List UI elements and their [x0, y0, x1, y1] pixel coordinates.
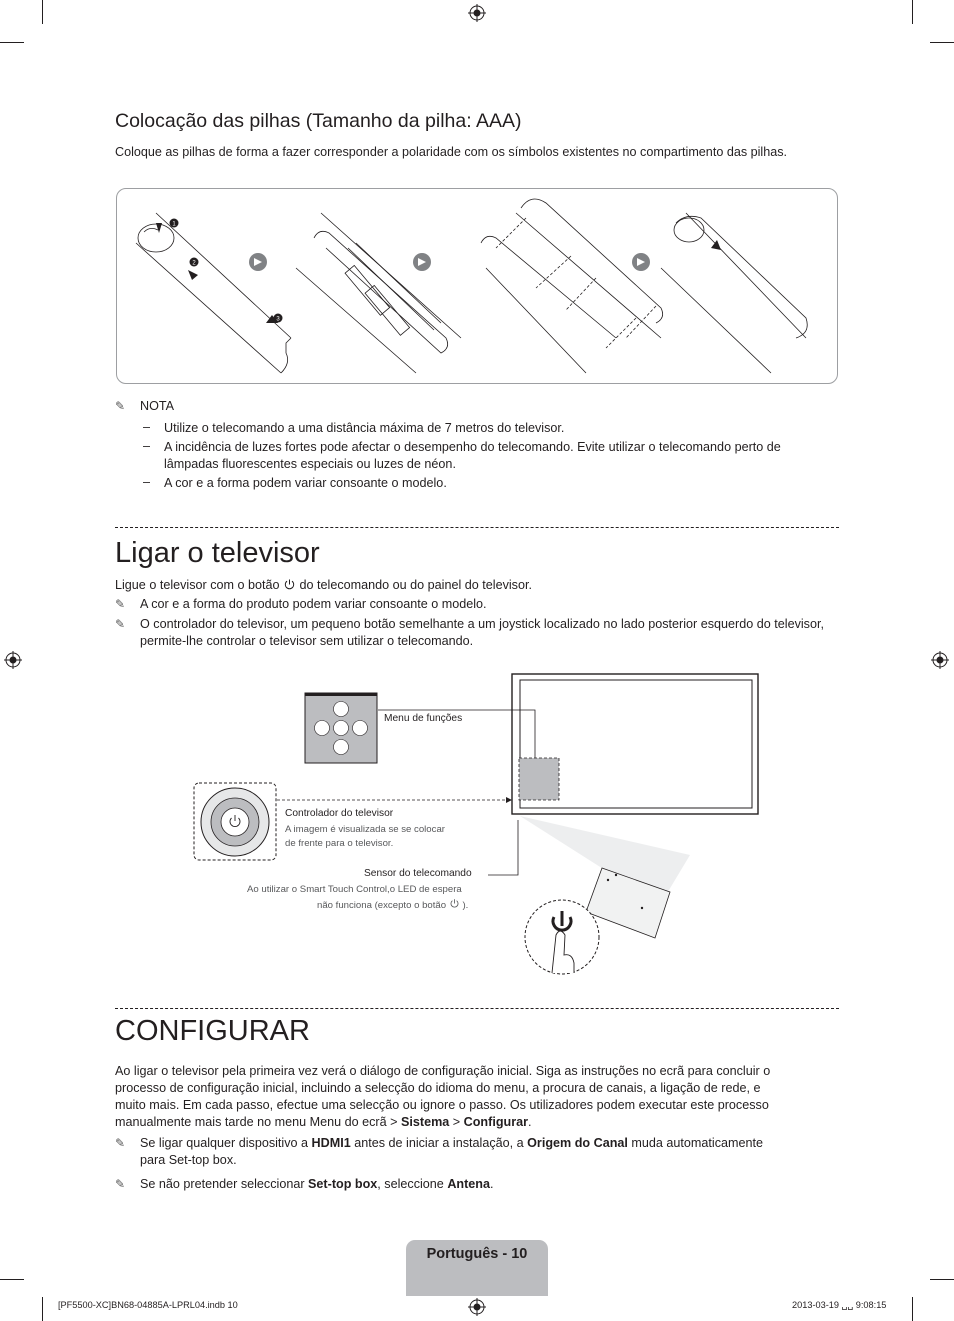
bullet-dash: – — [143, 475, 151, 489]
setup-intro-line: muito mais. Em cada passo, efectue uma selecção ou ignore o passo. Os utilizadores podem executar este processo — [115, 1098, 769, 1112]
power-on-section-title: Ligar o televisor — [115, 537, 320, 569]
registration-mark-icon — [931, 651, 949, 669]
crop-mark — [42, 1297, 43, 1321]
sensor-label: Sensor do telecomando — [364, 868, 472, 879]
setup-note: Se ligar qualquer dispositivo a HDMI1 antes de iniciar a instalação, a Origem do Canal muda automaticamente para Set-top box. — [140, 1136, 764, 1167]
setup-note: Se não pretender seleccionar Set-top box, seleccione Antena. — [140, 1177, 494, 1191]
registration-mark-icon — [468, 1298, 486, 1316]
page-number-label: Português - 10 — [426, 1246, 528, 1262]
crop-mark — [912, 0, 913, 24]
power-icon — [283, 578, 296, 591]
note-pencil-icon: ✎ — [115, 617, 126, 631]
note-label: NOTA — [140, 399, 175, 413]
note-pencil-icon: ✎ — [115, 597, 126, 611]
battery-note: Utilize o telecomando a uma distância máxima de 7 metros do televisor. — [164, 421, 565, 435]
setup-intro-line: manualmente mais tarde no menu Menu do ecrã > Sistema > Configurar. — [115, 1115, 532, 1129]
note-pencil-icon: ✎ — [115, 399, 126, 413]
battery-section-title: Colocação das pilhas (Tamanho da pilha: AAA) — [115, 110, 522, 132]
battery-note: A cor e a forma podem variar consoante o modelo. — [164, 476, 447, 490]
crop-mark — [930, 1279, 954, 1280]
controller-desc: de frente para o televisor. — [285, 838, 394, 849]
battery-note: A incidência de luzes fortes pode afectar o desempenho do telecomando. Evite utilizar o telecomando perto de lâmpadas fluorescentes especiais ou luzes de néon. — [164, 440, 781, 471]
controller-desc: A imagem é visualizada se se colocar — [285, 824, 445, 835]
crop-mark — [0, 1279, 24, 1280]
print-slug-right: 2013-03-19 ␣␣ 9:08:15 — [792, 1300, 887, 1310]
registration-mark-icon — [4, 651, 22, 669]
setup-intro-line: processo de configuração inicial, incluindo a selecção do idioma do menu, a procura de canais, a ligação de rede, e — [115, 1081, 761, 1095]
controller-label: Controlador do televisor — [285, 808, 394, 819]
function-menu-label: Menu de funções — [384, 713, 463, 724]
sensor-desc: Ao utilizar o Smart Touch Control,o LED de espera — [247, 884, 462, 895]
step-marker: 2 — [192, 260, 196, 267]
crop-mark — [0, 42, 24, 43]
print-slug-left: [PF5500-XC]BN68-04885A-LPRL04.indb 10 — [58, 1300, 238, 1310]
power-on-intro: Ligue o televisor com o botão do telecomando ou do painel do televisor. — [115, 578, 532, 592]
bullet-dash: – — [143, 420, 151, 434]
note-pencil-icon: ✎ — [115, 1136, 126, 1150]
tv-controller-diagram — [190, 670, 760, 980]
bullet-dash: – — [143, 439, 151, 453]
section-divider — [115, 1008, 839, 1009]
note-pencil-icon: ✎ — [115, 1177, 126, 1191]
setup-section-title: CONFIGURAR — [115, 1015, 310, 1047]
power-icon — [449, 898, 460, 909]
battery-steps-illustration — [116, 188, 838, 384]
crop-mark — [912, 1297, 913, 1321]
crop-mark — [42, 0, 43, 24]
registration-mark-icon — [468, 4, 486, 22]
power-on-note: O controlador do televisor, um pequeno botão semelhante a um joystick localizado no lado posterior esquerdo do televisor, permite-lhe controlar o televisor sem utilizar o telecomando. — [140, 617, 824, 648]
power-on-note: A cor e a forma do produto podem variar consoante o modelo. — [140, 597, 487, 611]
section-divider — [115, 527, 839, 528]
sensor-desc: não funciona (excepto o botão ). — [317, 900, 469, 911]
step-marker: 1 — [172, 221, 176, 228]
crop-mark — [930, 42, 954, 43]
battery-intro: Coloque as pilhas de forma a fazer corresponder a polaridade com os símbolos existentes no compartimento das pilhas. — [115, 145, 788, 159]
setup-intro-line: Ao ligar o televisor pela primeira vez verá o diálogo de configuração inicial. Siga as instruções no ecrã para concluir o — [115, 1064, 771, 1078]
step-marker: 3 — [276, 316, 280, 323]
